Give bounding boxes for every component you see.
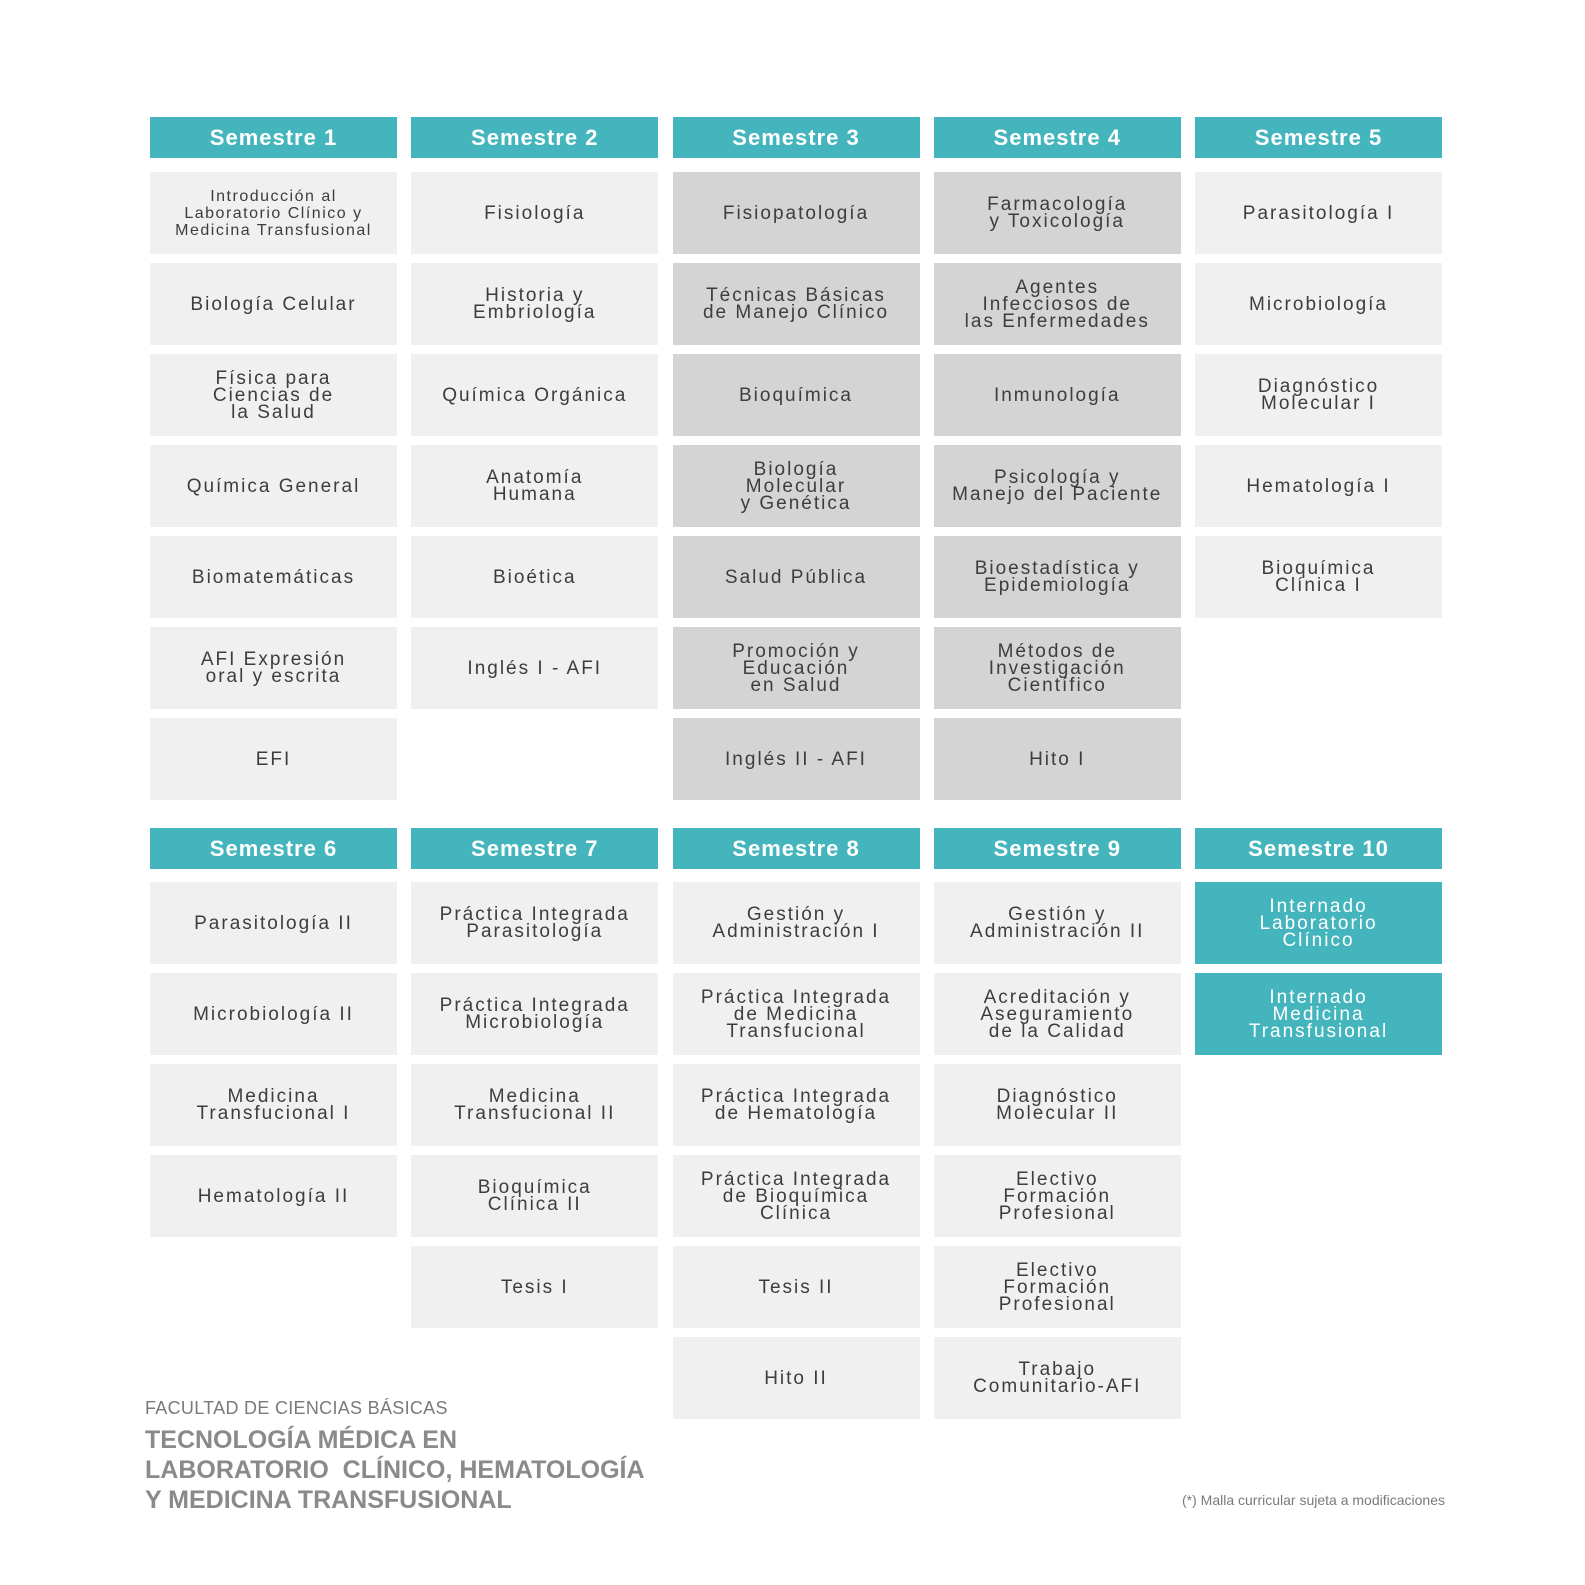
course-cell: Práctica Integrada Parasitología (411, 882, 658, 964)
course-cell: Química General (150, 445, 397, 527)
semester-column (673, 117, 920, 800)
course-cell: Acreditación y Aseguramiento de la Calidad (934, 973, 1181, 1055)
course-cell: Internado Medicina Transfusional (1195, 973, 1442, 1055)
course-cell: Métodos de Investigación Científico (934, 627, 1181, 709)
course-cell: Bioquímica Clínica I (1195, 536, 1442, 618)
course-cell: Biología Molecular y Genética (673, 445, 920, 527)
course-cell: Microbiología II (150, 973, 397, 1055)
semester-header: Semestre 6 (150, 828, 397, 869)
semester-column (934, 828, 1181, 1419)
semester-column (150, 828, 397, 1419)
course-cell: Farmacología y Toxicología (934, 172, 1181, 254)
course-cell: Microbiología (1195, 263, 1442, 345)
course-cell: Parasitología II (150, 882, 397, 964)
semester-column (1195, 828, 1442, 1419)
course-cell: Fisiología (411, 172, 658, 254)
semester-header: Semestre 10 (1195, 828, 1442, 869)
course-cell: Biología Celular (150, 263, 397, 345)
course-cell: Medicina Transfucional II (411, 1064, 658, 1146)
course-cell: Hito II (673, 1337, 920, 1419)
course-cell: Promoción y Educación en Salud (673, 627, 920, 709)
course-cell: Electivo Formación Profesional (934, 1246, 1181, 1328)
course-cell: Electivo Formación Profesional (934, 1155, 1181, 1237)
course-cell: Bioquímica (673, 354, 920, 436)
course-cell: Técnicas Básicas de Manejo Clínico (673, 263, 920, 345)
course-cell: Agentes Infecciosos de las Enfermedades (934, 263, 1181, 345)
semester-column (411, 828, 658, 1419)
course-cell: Fisiopatología (673, 172, 920, 254)
course-cell: Parasitología I (1195, 172, 1442, 254)
course-cell: Hematología II (150, 1155, 397, 1237)
course-cell: Gestión y Administración I (673, 882, 920, 964)
course-cell: Hito I (934, 718, 1181, 800)
course-cell: Inglés II - AFI (673, 718, 920, 800)
semester-header: Semestre 7 (411, 828, 658, 869)
semester-header: Semestre 4 (934, 117, 1181, 158)
course-cell: Hematología I (1195, 445, 1442, 527)
course-cell: Práctica Integrada de Hematología (673, 1064, 920, 1146)
program-title (145, 1425, 645, 1515)
faculty-name: FACULTAD DE CIENCIAS BÁSICAS (145, 1398, 448, 1418)
course-cell: Medicina Transfucional I (150, 1064, 397, 1146)
semester-column (1195, 117, 1442, 800)
semester-header: Semestre 3 (673, 117, 920, 158)
course-cell: Bioestadística y Epidemiología (934, 536, 1181, 618)
course-cell: EFI (150, 718, 397, 800)
semester-header: Semestre 1 (150, 117, 397, 158)
semesters-row-1 (150, 117, 1446, 800)
program-title-line: LABORATORIO CLÍNICO, HEMATOLOGÍA (145, 1456, 645, 1484)
course-cell: Práctica Integrada de Medicina Transfucional (673, 973, 920, 1055)
course-cell: Internado Laboratorio Clínico (1195, 882, 1442, 964)
course-cell: Psicología y Manejo del Paciente (934, 445, 1181, 527)
course-cell: Inmunología (934, 354, 1181, 436)
semester-header: Semestre 5 (1195, 117, 1442, 158)
semester-column (673, 828, 920, 1419)
course-cell: Práctica Integrada de Bioquímica Clínica (673, 1155, 920, 1237)
semester-column (934, 117, 1181, 800)
semester-column (411, 117, 658, 800)
course-cell: Trabajo Comunitario-AFI (934, 1337, 1181, 1419)
course-cell: Diagnóstico Molecular I (1195, 354, 1442, 436)
footnote: (*) Malla curricular sujeta a modificaciones (1182, 1492, 1445, 1508)
course-cell: Práctica Integrada Microbiología (411, 973, 658, 1055)
course-cell: AFI Expresión oral y escrita (150, 627, 397, 709)
semesters-row-2 (150, 828, 1446, 1419)
course-cell: Química Orgánica (411, 354, 658, 436)
program-title-line: Y MEDICINA TRANSFUSIONAL (145, 1486, 512, 1514)
semester-column (150, 117, 397, 800)
course-cell: Física para Ciencias de la Salud (150, 354, 397, 436)
course-cell: Historia y Embriología (411, 263, 658, 345)
course-cell: Diagnóstico Molecular II (934, 1064, 1181, 1146)
course-cell: Gestión y Administración II (934, 882, 1181, 964)
course-cell: Tesis II (673, 1246, 920, 1328)
course-cell: Inglés I - AFI (411, 627, 658, 709)
program-title-line: TECNOLOGÍA MÉDICA EN (145, 1426, 458, 1454)
course-cell: Biomatemáticas (150, 536, 397, 618)
semester-header: Semestre 8 (673, 828, 920, 869)
course-cell: Bioquímica Clínica II (411, 1155, 658, 1237)
course-cell: Anatomía Humana (411, 445, 658, 527)
course-cell: Bioética (411, 536, 658, 618)
semester-header: Semestre 2 (411, 117, 658, 158)
course-cell: Salud Pública (673, 536, 920, 618)
semester-header: Semestre 9 (934, 828, 1181, 869)
course-cell: Introducción al Laboratorio Clínico y Medicina Transfusional (150, 172, 397, 254)
course-cell: Tesis I (411, 1246, 658, 1328)
